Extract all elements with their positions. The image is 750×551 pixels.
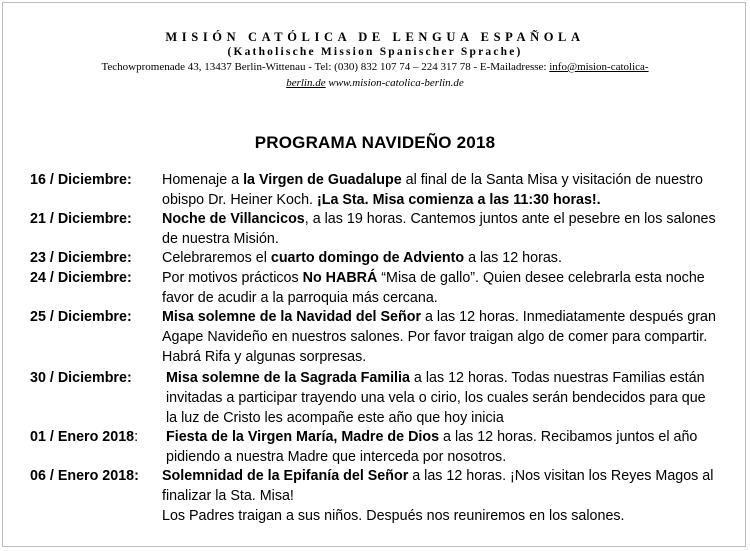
program-title: PROGRAMA NAVIDEÑO 2018 xyxy=(254,133,496,152)
entry-line: finalizar la Sta. Misa! xyxy=(162,488,294,504)
email-link-part2[interactable]: berlin.de xyxy=(286,77,326,89)
entry-line: Homenaje a la Virgen de Guadalupe al final de la Santa Misa y visitación de nuestro xyxy=(162,172,703,188)
entry-line: Agape Navideño en nuestros salones. Por favor traigan algo de comer para compartir. xyxy=(162,329,708,345)
mission-name-german: (Katholische Mission Spanischer Sprache) xyxy=(227,46,523,58)
entry-line: pidiendo a nuestra Madre que interceda por nosotros. xyxy=(166,449,507,465)
entry-date: 06 / Enero 2018: xyxy=(30,468,139,484)
entry-date: 23 / Diciembre: xyxy=(30,250,132,266)
entry-date: 25 / Diciembre: xyxy=(30,309,132,325)
entry-line: la luz de Cristo les acompañe este año que hoy inicia xyxy=(166,410,504,426)
website: www.mision-catolica-berlin.de xyxy=(325,77,464,89)
contact-line-2 xyxy=(0,77,750,89)
entry-line: obispo Dr. Heiner Koch. ¡La Sta. Misa comienza a las 11:30 horas!. xyxy=(162,192,601,208)
entry-line: Fiesta de la Virgen María, Madre de Dios a las 12 horas. Recibamos juntos el año xyxy=(166,429,698,445)
address-phone: Techowpromenade 43, 13437 Berlin-Wittenau - Tel: (030) 832 107 74 – 224 317 78 - E-Mailadresse: xyxy=(101,61,550,73)
entry-line: Solemnidad de la Epifanía del Señor a las 12 horas. ¡Nos visitan los Reyes Magos al xyxy=(162,468,714,484)
email-link-part1[interactable]: info@mision-catolica- xyxy=(549,61,649,73)
entry-line: Misa solemne de la Navidad del Señor a las 12 horas. Inmediatamente después gran xyxy=(162,309,716,325)
entry-date: 16 / Diciembre: xyxy=(30,172,132,188)
entry-line: de nuestra Misión. xyxy=(162,231,279,247)
entry-line: Misa solemne de la Sagrada Familia a las 12 horas. Todas nuestras Familias están xyxy=(166,370,705,386)
entry-line: invitadas a participar trayendo una vela o cirio, los cuales serán bendecidos para que xyxy=(166,390,706,406)
entry-line: Celebraremos el cuarto domingo de Adviento a las 12 horas. xyxy=(162,250,562,266)
entry-line: Habrá Rifa y algunas sorpresas. xyxy=(162,349,367,365)
entry-line: Noche de Villancicos, a las 19 horas. Cantemos juntos ante el pesebre en los salones xyxy=(162,211,716,227)
entry-date: 30 / Diciembre: xyxy=(30,370,132,386)
contact-line xyxy=(0,61,750,73)
entry-date: 01 / Enero 2018: xyxy=(30,429,139,445)
entry-line: Los Padres traigan a sus niños. Después nos reuniremos en los salones. xyxy=(162,508,625,524)
entry-date: 24 / Diciembre: xyxy=(30,270,132,286)
entry-line: Por motivos prácticos No HABRÁ “Misa de gallo”. Quien desee celebrarla esta noche xyxy=(162,270,705,286)
entry-date: 21 / Diciembre: xyxy=(30,211,132,227)
mission-name: MISIÓN CATÓLICA DE LENGUA ESPAÑOLA xyxy=(165,30,585,44)
entry-line: favor de acudir a la parroquia más cercana. xyxy=(162,290,438,306)
